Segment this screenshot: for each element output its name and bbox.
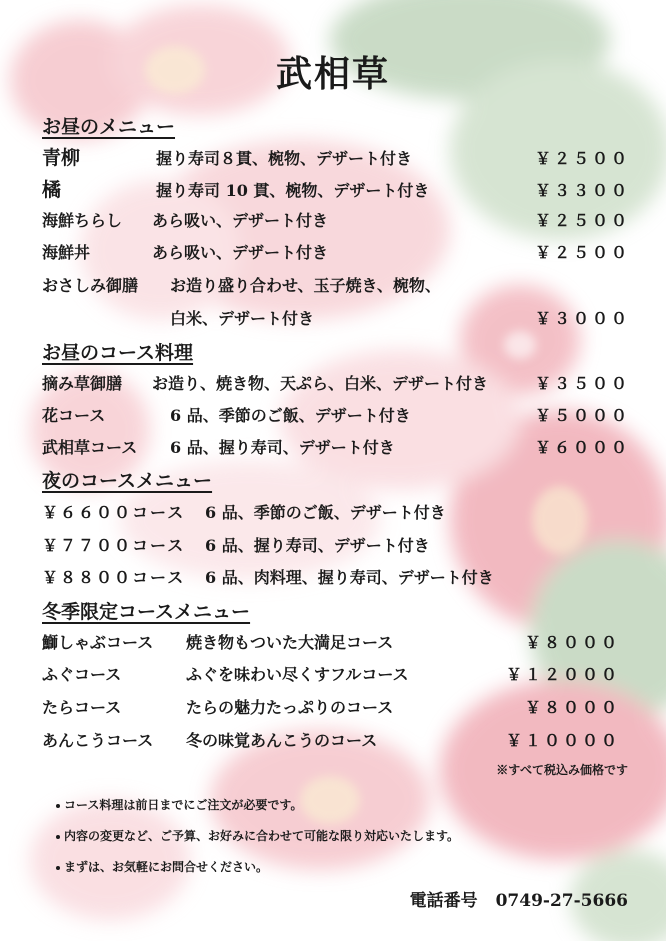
restaurant-title: 武相草 bbox=[275, 53, 390, 95]
item-price: ￥１００００ bbox=[505, 731, 620, 750]
item-desc: あら吸い、デザート付き bbox=[152, 243, 329, 262]
bullet-dot-icon bbox=[56, 804, 60, 808]
item-price: ￥２５００ bbox=[534, 211, 630, 230]
note-text: まずは、お気軽にお問合せください。 bbox=[64, 860, 269, 874]
item-name: 橘 bbox=[42, 179, 62, 201]
menu-row bbox=[0, 208, 666, 234]
item-price: ￥２５００ bbox=[534, 243, 630, 262]
menu-row bbox=[0, 630, 666, 656]
item-desc: ふぐを味わい尽くすフルコース bbox=[186, 665, 409, 684]
lunch-course-heading: お昼のコース料理 bbox=[42, 342, 194, 364]
menu-row bbox=[0, 662, 666, 688]
note-item bbox=[56, 827, 459, 844]
menu-row bbox=[0, 146, 666, 172]
item-name: 武相草コース bbox=[42, 438, 138, 457]
item-price: ￥１２０００ bbox=[505, 665, 620, 684]
item-name: ふぐコース bbox=[42, 665, 122, 684]
item-desc: 6 品、季節のご飯、デザート付き bbox=[205, 503, 446, 522]
menu-row bbox=[0, 500, 666, 526]
menu-row bbox=[0, 371, 666, 397]
item-price: ￥２５００ bbox=[534, 149, 630, 168]
item-desc: 焼き物もついた大満足コース bbox=[186, 633, 394, 652]
menu-row bbox=[0, 533, 666, 559]
tax-note: ※すべて税込み価格です bbox=[496, 763, 628, 777]
item-price: ￥３３００ bbox=[534, 181, 630, 200]
item-name: たらコース bbox=[42, 698, 122, 717]
menu-row bbox=[0, 695, 666, 721]
dinner-course-heading: 夜のコースメニュー bbox=[42, 470, 213, 492]
item-desc: 6 品、季節のご飯、デザート付き bbox=[170, 406, 411, 425]
lunch-menu-heading: お昼のメニュー bbox=[42, 116, 176, 138]
item-name: おさしみ御膳 bbox=[42, 276, 139, 295]
item-price: ￥８０００ bbox=[524, 633, 620, 652]
phone-info bbox=[410, 886, 628, 911]
item-name: 鰤しゃぶコース bbox=[42, 633, 154, 652]
item-name: 花コース bbox=[42, 406, 106, 425]
item-name: 摘み草御膳 bbox=[42, 374, 123, 393]
item-name: 海鮮ちらし bbox=[42, 211, 123, 230]
item-price: ￥８０００ bbox=[524, 698, 620, 717]
menu-row bbox=[0, 565, 666, 591]
item-name: ￥７７００コース bbox=[42, 536, 186, 555]
item-price: ￥３０００ bbox=[534, 309, 630, 328]
item-desc: お造り、焼き物、天ぷら、白米、デザート付き bbox=[152, 374, 489, 393]
item-desc: 6 品、握り寿司、デザート付き bbox=[170, 438, 395, 457]
item-desc: お造り盛り合わせ、玉子焼き、椀物、 bbox=[170, 276, 441, 295]
item-price: ￥６０００ bbox=[534, 438, 630, 457]
item-name: 海鮮丼 bbox=[42, 243, 91, 262]
menu-row bbox=[0, 728, 666, 754]
phone-number: 0749-27-5666 bbox=[495, 891, 628, 911]
note-item bbox=[56, 796, 302, 813]
note-item bbox=[56, 858, 268, 875]
item-desc: 握り寿司８貫、椀物、デザート付き bbox=[156, 149, 413, 168]
item-desc: 冬の味覚あんこうのコース bbox=[186, 731, 378, 750]
item-name: ￥８８００コース bbox=[42, 568, 186, 587]
bullet-dot-icon bbox=[56, 866, 60, 870]
item-desc: 6 品、握り寿司、デザート付き bbox=[205, 536, 430, 555]
item-desc: 6 品、肉料理、握り寿司、デザート付き bbox=[205, 568, 494, 587]
menu-row bbox=[0, 240, 666, 266]
note-text: コース料理は前日までにご注文が必要です。 bbox=[64, 798, 303, 812]
item-name: 青柳 bbox=[42, 147, 81, 169]
menu-row bbox=[0, 306, 666, 332]
item-name: ￥６６００コース bbox=[42, 503, 186, 522]
item-name: あんこうコース bbox=[42, 731, 154, 750]
item-price: ￥３５００ bbox=[534, 374, 630, 393]
item-desc: たらの魅力たっぷりのコース bbox=[186, 698, 394, 717]
phone-label: 電話番号 bbox=[409, 891, 478, 911]
bullet-dot-icon bbox=[56, 835, 60, 839]
item-desc: 握り寿司 10 貫、椀物、デザート付き bbox=[156, 181, 430, 200]
menu-row bbox=[0, 178, 666, 204]
winter-course-heading: 冬季限定コースメニュー bbox=[42, 601, 251, 623]
menu-row bbox=[0, 273, 666, 299]
item-price: ￥５０００ bbox=[534, 406, 630, 425]
note-text: 内容の変更など、ご予算、お好みに合わせて可能な限り対応いたします。 bbox=[64, 829, 460, 843]
item-desc: 白米、デザート付き bbox=[170, 309, 315, 328]
menu-row bbox=[0, 435, 666, 461]
item-desc: あら吸い、デザート付き bbox=[152, 211, 329, 230]
menu-row bbox=[0, 403, 666, 429]
